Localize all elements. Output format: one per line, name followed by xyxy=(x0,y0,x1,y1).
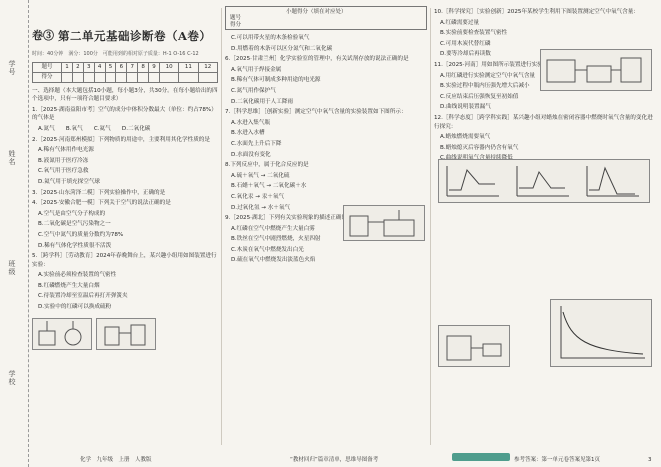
answer-option[interactable]: B.实验过程中瓶内压强先增大后减小 xyxy=(440,83,530,90)
score-cell[interactable] xyxy=(83,72,94,82)
answer-option[interactable]: A.氮气 B.氧气 C.氦气 D.二氧化碳 xyxy=(38,125,151,132)
score-cell[interactable] xyxy=(94,72,105,82)
answer-option[interactable]: A.稀有气体用作电光源 xyxy=(38,147,94,154)
score-cell[interactable] xyxy=(116,72,127,82)
experiment-figure-1 xyxy=(32,318,92,350)
oxygen-content-curve xyxy=(550,299,652,367)
binding-label-id: 学号 xyxy=(8,60,16,76)
score-col: 3 xyxy=(83,62,94,72)
question-text: 4.［2025·安徽合肥一模］下列关于空气的说法正确的是 xyxy=(32,200,171,207)
score-cell[interactable] xyxy=(105,72,116,82)
question-text: 3.［2025·山东菏泽二模］下列实验操作中，正确的是 xyxy=(32,189,166,196)
oxygen-apparatus-figure xyxy=(343,205,425,241)
score-col: 9 xyxy=(149,62,160,72)
question-text: 1.［2025·湖南益阳市考］空气的成分中体积分数最大（单位：约占78%）的气体是 xyxy=(32,106,217,122)
answer-option[interactable]: A.蜡烛燃烧需要氧气 xyxy=(440,134,491,141)
answer-option[interactable]: B.铁丝在空气中剧烈燃烧，火星四射 xyxy=(231,236,321,243)
score-col: 8 xyxy=(138,62,149,72)
score-cell[interactable] xyxy=(179,72,198,82)
apparatus-figure-right xyxy=(540,49,652,91)
answer-option[interactable]: D.该实验说明空气是混合物 xyxy=(440,165,508,172)
candle-apparatus-figure xyxy=(438,325,510,367)
binding-strip xyxy=(0,0,29,467)
answer-option[interactable]: A.用红磷进行实验测定空气中氧气含量 xyxy=(440,72,536,79)
answer-option[interactable]: D.过氧化氢 → 水＋氧气 xyxy=(231,204,291,211)
answer-option[interactable]: C.曲线说明氧气含量持续降低 xyxy=(440,155,513,162)
score-col: 4 xyxy=(94,62,105,72)
question-text: 11.［2025·河南］用如图所示装置进行实验，测得瓶内压强变化曲线如下： xyxy=(434,61,622,68)
answer-option[interactable]: B.实验前要检查装置气密性 xyxy=(440,30,508,37)
answer-option[interactable]: D.氦气用于填充探空气球 xyxy=(38,178,101,185)
answer-option[interactable]: B.水进入水槽 xyxy=(231,130,265,137)
score-table xyxy=(32,62,218,83)
answer-option[interactable]: A.红磷需要过量 xyxy=(440,19,480,26)
score-cell[interactable] xyxy=(159,72,178,82)
answer-option[interactable]: D.硫在氧气中燃烧发出淡蓝色火焰 xyxy=(231,257,316,264)
answer-option[interactable]: C.空气中氮气的质量分数约为78% xyxy=(38,231,124,238)
score-col: 1 xyxy=(62,62,73,72)
footer-left: 化学 九年级 上册 人教版 xyxy=(80,457,152,463)
footer-right: 参考答案：第一单元卷答案见第1页 xyxy=(514,457,601,463)
question-text: 9.［2025·湖北］下列有关实验现象的描述正确的是 xyxy=(225,215,353,222)
answer-option[interactable]: D.实验中的红磷可以换成硫粉 xyxy=(38,304,112,311)
answer-option[interactable]: B.液氮用于医疗冷冻 xyxy=(38,157,89,164)
mini-score-label-score: 得分 xyxy=(230,22,242,28)
score-col: 6 xyxy=(116,62,127,72)
question-text: 10.［科学探究］［实验创新］2025年某校学生利用下图装置测定空气中氧气含量： xyxy=(434,9,639,15)
mini-score-box xyxy=(225,6,427,30)
exam-title xyxy=(32,28,218,44)
score-cell[interactable] xyxy=(149,72,160,82)
answer-option[interactable]: D.稀有气体化学性质很不活泼 xyxy=(38,242,112,249)
score-col: 10 xyxy=(159,62,178,72)
answer-option[interactable]: D.水面没有变化 xyxy=(231,151,271,158)
answer-option[interactable]: C.可用木炭代替红磷 xyxy=(440,40,491,47)
column-divider xyxy=(221,8,222,445)
answer-option[interactable]: D.用燃着的木条可以区分氮气和二氧化碳 xyxy=(231,45,333,52)
answer-option[interactable]: B.二氧化碳是空气污染物之一 xyxy=(38,221,111,228)
score-col: 11 xyxy=(179,62,198,72)
score-row-label: 得分 xyxy=(33,72,62,82)
score-cell[interactable] xyxy=(198,72,217,82)
score-col: 2 xyxy=(72,62,83,72)
answer-option[interactable]: B.蜡烛熄灭后容器内仍含有氧气 xyxy=(440,144,519,151)
answer-option[interactable]: C.反应结束后压强恢复至初始值 xyxy=(440,93,519,100)
score-cell[interactable] xyxy=(72,72,83,82)
exam-info: 时间：40分钟 满分：100分 可能用到的相对原子质量：H-1 O-16 C-12 xyxy=(32,51,199,57)
mini-score-label-no: 题号 xyxy=(230,15,242,21)
binding-label-school: 学校 xyxy=(8,370,16,386)
binding-label-class: 班级 xyxy=(8,260,16,276)
question-text: 2.［2025·河南郑州模拟］下列物质的用途中，主要利用其化学性质的是 xyxy=(32,136,210,143)
answer-option[interactable]: A.硫＋氧气 → 二氧化硫 xyxy=(231,172,290,179)
score-header-label: 题号 xyxy=(33,62,62,72)
exam-badge: 卷③ xyxy=(32,28,54,42)
answer-option[interactable]: A.红磷在空气中燃烧产生大量白雾 xyxy=(231,225,315,232)
question-text: 12.［科学态度］［跨学科实践］某兴趣小组对蜡烛在密闭容器中燃烧时氧气含量的变化进行探究： xyxy=(434,114,653,130)
column-divider xyxy=(430,8,431,445)
question-text: 一、选择题（本大题包括10小题，每小题3分，共30分。在每小题给出的四个选项中，只有一项符合题目要求） xyxy=(32,87,218,103)
answer-option[interactable]: C.水面先上升后下降 xyxy=(231,140,282,147)
score-col: 7 xyxy=(127,62,138,72)
answer-option[interactable]: C.待装置冷却至室温后再打开弹簧夹 xyxy=(38,293,128,300)
answer-option[interactable]: B.红磷燃烧产生大量白烟 xyxy=(38,282,100,289)
footer-banner-accent xyxy=(452,453,510,461)
experiment-figure-2 xyxy=(96,318,156,350)
questions-left xyxy=(32,87,218,312)
question-text: 5.［跨学科］［劳动教育］2024年春晚舞台上，某兴趣小组用如图装置进行实验： xyxy=(32,253,217,268)
answer-option[interactable]: B.稀有气体可制成多种用途的电光源 xyxy=(231,77,321,84)
mini-score-title: 小题得分（填在对应处） xyxy=(286,9,347,15)
answer-option[interactable]: C.氮气用作保护气 xyxy=(231,87,276,94)
page-title: 第二单元基础诊断卷（A卷） xyxy=(58,28,212,43)
answer-option[interactable]: D.要等冷却后再读数 xyxy=(440,51,491,58)
question-text: 7.［科学思维］［创新实验］测定空气中氧气含量的实验装置如下图所示： xyxy=(225,109,407,116)
footer-middle: “教材回归”篇章清单，思维导图备考 xyxy=(290,457,379,463)
score-cell[interactable] xyxy=(127,72,138,82)
column-middle xyxy=(225,6,427,445)
score-cell[interactable] xyxy=(138,72,149,82)
answer-option[interactable]: C.氧气用于医疗急救 xyxy=(38,168,89,175)
answer-option[interactable]: D.二氧化碳用于人工降雨 xyxy=(231,98,294,105)
page-number: 3 xyxy=(648,457,652,463)
answer-option[interactable]: A.水进入集气瓶 xyxy=(231,119,271,126)
answer-option[interactable]: B.石蜡＋氧气 → 二氧化碳＋水 xyxy=(231,183,307,190)
score-cell[interactable] xyxy=(62,72,73,82)
column-left xyxy=(32,6,218,445)
column-right xyxy=(434,6,656,445)
binding-label-name: 姓名 xyxy=(8,150,16,166)
score-col: 5 xyxy=(105,62,116,72)
answer-option[interactable]: C.可以用带火星的木条检验氧气 xyxy=(231,35,310,41)
answer-option[interactable]: C.氧化汞 → 汞＋氧气 xyxy=(231,193,285,200)
score-col: 12 xyxy=(198,62,217,72)
answer-option[interactable]: A.氧气用于焊接金属 xyxy=(231,66,282,73)
question-text: 8.下列反应中，属于化合反应的是 xyxy=(225,162,309,169)
answer-option[interactable]: D.曲线说明装置漏气 xyxy=(440,104,491,111)
pressure-curves-figure xyxy=(438,159,650,203)
answer-option[interactable]: A.实验前必须检查装置的气密性 xyxy=(38,272,117,279)
question-text: 6.［2025·甘肃兰州］化学实验室的管理中，有关试剂存放的说法正确的是 xyxy=(225,56,409,63)
answer-option[interactable]: C.木炭在氧气中燃烧发出白光 xyxy=(231,246,304,253)
answer-option[interactable]: A.空气是由空气分子构成的 xyxy=(38,210,106,217)
